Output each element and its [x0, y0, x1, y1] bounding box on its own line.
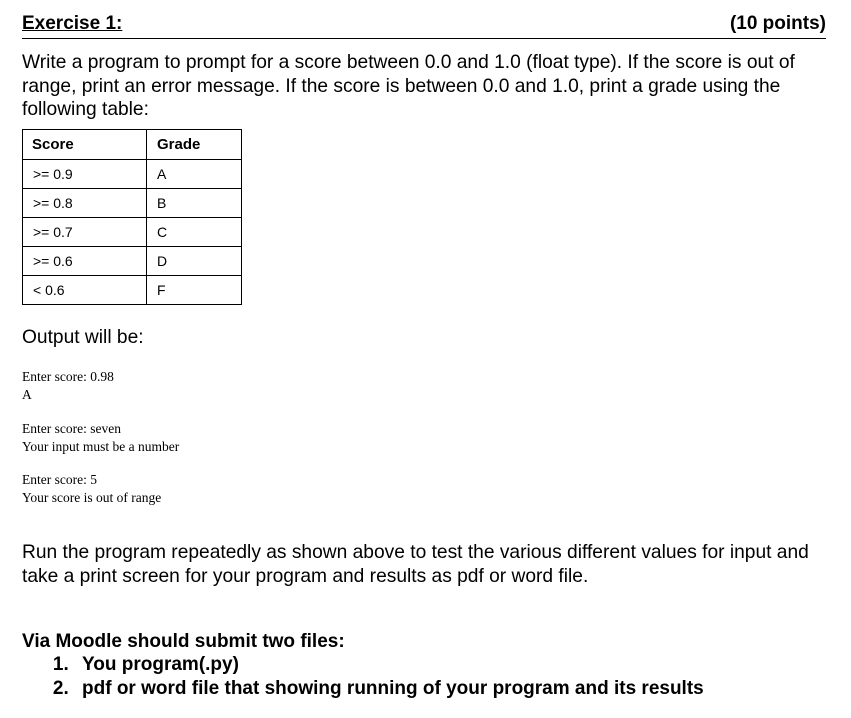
- table-row: [23, 276, 242, 305]
- table-row: [23, 218, 242, 247]
- submission-list: [22, 653, 704, 700]
- list-item: 2. pdf or word file that showing running of your program and its results: [74, 677, 704, 701]
- grade-cell: D: [147, 247, 242, 276]
- exercise-description: Write a program to prompt for a score between 0.0 and 1.0 (float type). If the score is out of range, print an error message. If the score is between 0.0 and 1.0, print a grade using the following table:: [22, 52, 795, 120]
- sample-prompt: Enter score: seven: [22, 421, 121, 436]
- sample-output: [22, 420, 179, 455]
- score-cell: < 0.6: [23, 276, 147, 305]
- sample-prompt: Enter score: 5: [22, 472, 97, 487]
- run-instructions: Run the program repeatedly as shown above to test the various different values for input and take a print screen for your program and results as pdf or word file.: [22, 542, 809, 587]
- submission-heading: Via Moodle should submit two files:: [22, 631, 345, 652]
- list-item: 1. You program(.py): [74, 653, 704, 677]
- grade-cell: A: [147, 160, 242, 189]
- grade-cell: F: [147, 276, 242, 305]
- exercise-header: [22, 12, 826, 39]
- grade-cell: B: [147, 189, 242, 218]
- sample-output: [22, 368, 114, 403]
- score-cell: >= 0.6: [23, 247, 147, 276]
- sample-result: Your score is out of range: [22, 489, 162, 505]
- grade-table: [22, 129, 242, 305]
- table-row: [23, 247, 242, 276]
- table-row: [23, 160, 242, 189]
- sample-result: Your input must be a number: [22, 438, 180, 454]
- sample-output: [22, 471, 161, 506]
- sample-result: A: [22, 386, 32, 402]
- score-cell: >= 0.7: [23, 218, 147, 247]
- sample-prompt: Enter score: 0.98: [22, 369, 114, 384]
- exercise-title: Exercise 1:: [22, 13, 123, 34]
- grade-cell: C: [147, 218, 242, 247]
- table-row: [23, 189, 242, 218]
- output-label: Output will be:: [22, 327, 144, 348]
- column-header-grade: Grade: [147, 130, 242, 160]
- table-header-row: [23, 130, 242, 160]
- column-header-score: Score: [23, 130, 147, 160]
- exercise-points: (10 points): [729, 13, 826, 34]
- score-cell: >= 0.8: [23, 189, 147, 218]
- score-cell: >= 0.9: [23, 160, 147, 189]
